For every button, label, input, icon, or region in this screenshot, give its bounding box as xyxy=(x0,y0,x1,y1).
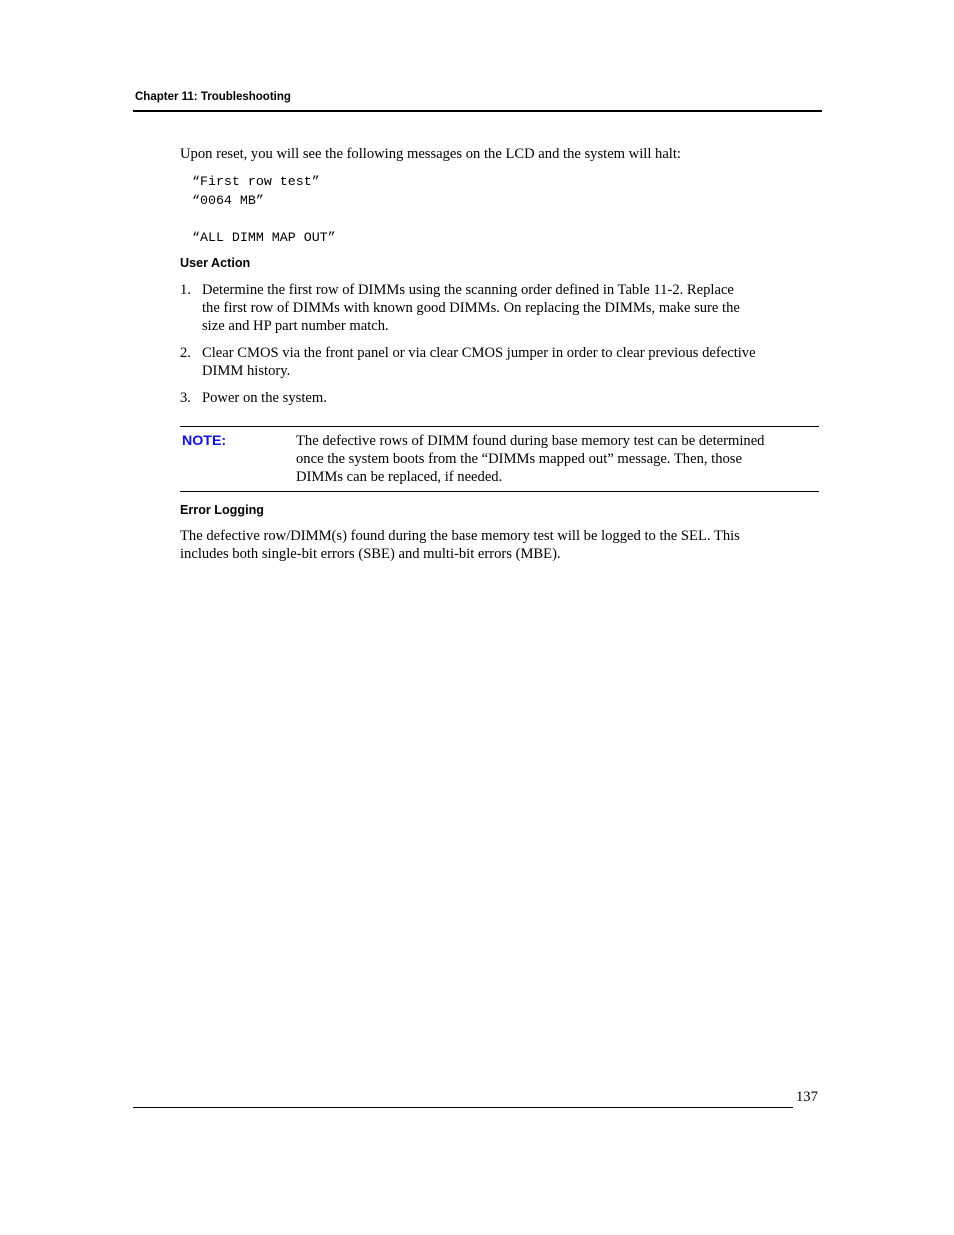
list-item xyxy=(180,389,820,407)
note-line: once the system boots from the “DIMMs mapped out” message. Then, those xyxy=(296,451,742,467)
list-item xyxy=(180,281,820,335)
list-line: DIMM history. xyxy=(202,363,291,379)
note-label: NOTE: xyxy=(182,433,227,449)
note-box xyxy=(180,426,819,492)
list-line: Clear CMOS via the front panel or via clear CMOS jumper in order to clear previous defective xyxy=(202,345,756,361)
user-action-heading: User Action xyxy=(180,256,251,270)
error-logging-heading: Error Logging xyxy=(180,503,264,517)
list-number: 3. xyxy=(180,390,191,406)
lcd-message-3: “ALL DIMM MAP OUT” xyxy=(192,230,336,245)
page-header xyxy=(133,90,822,112)
paragraph-line: The defective row/DIMM(s) found during the base memory test will be logged to the SEL. This xyxy=(180,528,740,544)
note-line: The defective rows of DIMM found during base memory test can be determined xyxy=(296,433,765,449)
footer-rule xyxy=(133,1107,793,1108)
paragraph-line: includes both single-bit errors (SBE) and multi-bit errors (MBE). xyxy=(180,546,561,562)
lcd-message-1: “First row test” xyxy=(192,174,320,189)
list-line: size and HP part number match. xyxy=(202,318,389,334)
list-number: 1. xyxy=(180,282,191,298)
list-number: 2. xyxy=(180,345,191,361)
lcd-message-2: “0064 MB” xyxy=(192,193,264,208)
list-line: Power on the system. xyxy=(202,390,327,406)
list-item xyxy=(180,344,820,380)
intro-paragraph: Upon reset, you will see the following messages on the LCD and the system will halt: xyxy=(180,146,681,162)
chapter-title: Chapter 11: Troubleshooting xyxy=(135,91,291,103)
list-line: the first row of DIMMs with known good DIMMs. On replacing the DIMMs, make sure the xyxy=(202,300,740,316)
error-logging-paragraph xyxy=(180,527,740,563)
note-line: DIMMs can be replaced, if needed. xyxy=(296,469,503,485)
list-line: Determine the first row of DIMMs using the scanning order defined in Table 11-2. Replace xyxy=(202,282,734,298)
page-number: 137 xyxy=(796,1089,818,1105)
note-text xyxy=(296,432,816,486)
